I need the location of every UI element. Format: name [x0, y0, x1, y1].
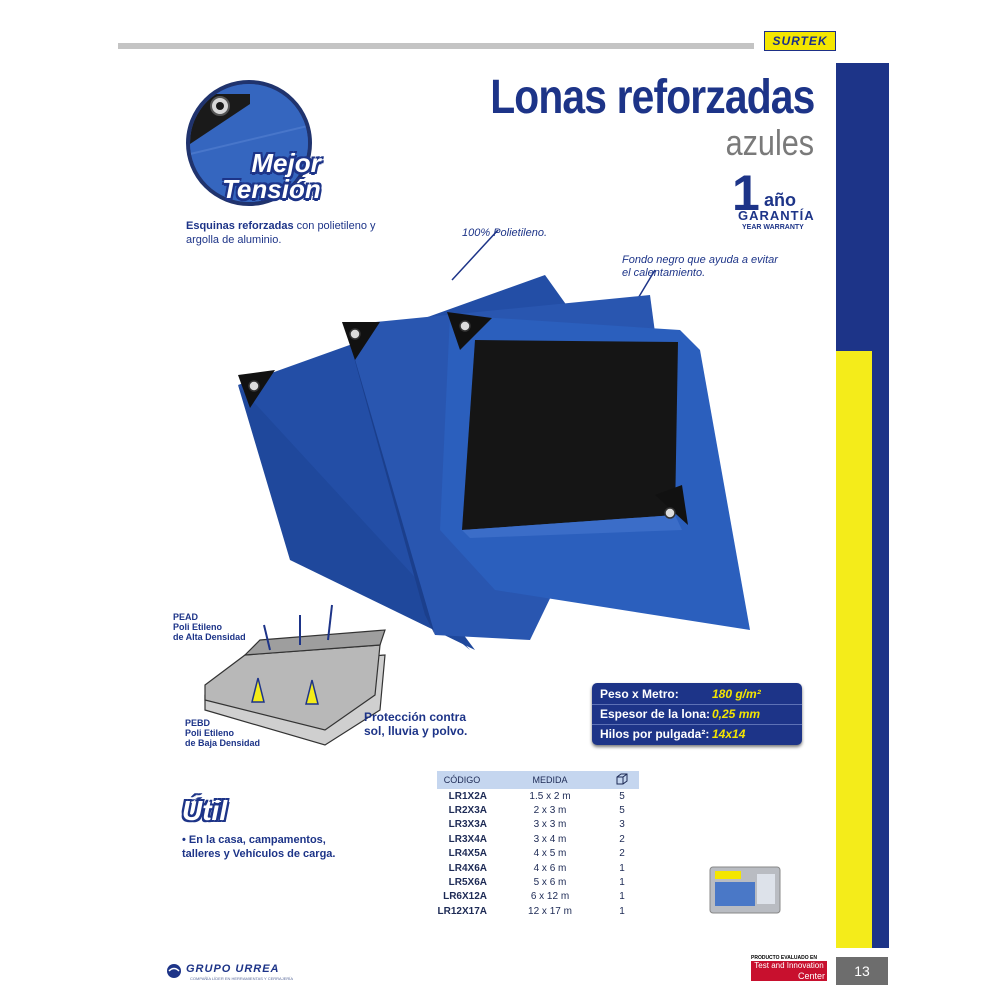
packaging-image: [709, 866, 781, 914]
pead-line-2: Poli Etileno: [173, 622, 223, 632]
cell-code: LR4X5A: [448, 848, 487, 860]
material-caption: 100% Polietileno.: [462, 227, 548, 239]
util-text: • En la casa, campamentos, talleres y Vehículos de carga.: [182, 834, 336, 860]
badge-line-1: Mejor: [251, 148, 321, 178]
cell-size: 4 x 5 m: [533, 848, 567, 860]
test-center-badge: [751, 955, 827, 981]
product-table: [437, 771, 639, 919]
spec-weight-value: 180 g/m²: [712, 687, 761, 701]
top-rule: [118, 43, 754, 49]
table-row: [437, 847, 639, 861]
side-band-blue: [836, 63, 889, 351]
table-row: [437, 832, 639, 846]
cell-size: 2 x 3 m: [533, 805, 567, 817]
badge-line-2: Tensión: [222, 174, 321, 204]
black-side-caption: Fondo negro que ayuda a evitar el calentamiento.: [622, 254, 778, 279]
cell-size: 6 x 12 m: [530, 891, 570, 903]
grupo-urrea-logo-icon: [166, 963, 182, 979]
warranty-unit: año: [764, 190, 797, 210]
cell-qty: 5: [619, 805, 625, 817]
pead-line-1: PEAD: [173, 612, 199, 622]
pebd-line-2: Poli Etileno: [185, 728, 235, 738]
cell-size: 1.5 x 2 m: [529, 790, 571, 802]
spec-divider: [592, 704, 802, 705]
spec-divider: [592, 724, 802, 725]
specs-box: [592, 683, 802, 745]
table-row: [437, 818, 639, 832]
pebd-label: [185, 718, 260, 748]
box-icon: [605, 771, 639, 789]
cell-qty: 2: [619, 848, 625, 860]
table-header-row: [437, 771, 639, 789]
cell-code: LR3X4A: [448, 833, 487, 845]
cell-code: LR12X17A: [437, 905, 487, 917]
table-row: [437, 890, 639, 904]
tic-line-3: Center: [751, 971, 827, 981]
page-subtitle: azules: [725, 122, 814, 163]
cell-qty: 3: [619, 819, 625, 831]
tarps-illustration: [230, 230, 760, 660]
cell-code: LR1X2A: [448, 790, 487, 802]
pebd-line-3: de Baja Densidad: [185, 738, 261, 748]
cell-qty: 1: [619, 905, 625, 917]
header-size: MEDIDA: [495, 771, 605, 789]
header-code: CÓDIGO: [437, 771, 495, 789]
table-row: [437, 861, 639, 875]
table-row: [437, 789, 639, 803]
cell-size: 3 x 3 m: [533, 819, 567, 831]
cell-qty: 1: [619, 877, 625, 889]
pead-line-3: de Alta Densidad: [173, 632, 246, 642]
page-title: Lonas reforzadas: [489, 71, 814, 124]
grupo-urrea-tagline: COMPAÑÍA LÍDER EN HERRAMIENTAS Y CERRAJERÍA: [190, 976, 294, 981]
corner-caption-bold: Esquinas reforzadas: [186, 220, 294, 232]
util-title: Útil: [182, 795, 228, 826]
tic-line-2: Test and Innovation: [751, 961, 827, 971]
cell-code: LR2X3A: [448, 805, 487, 817]
cell-code: LR3X3A: [448, 819, 487, 831]
side-band-blue-lower: [872, 351, 889, 948]
cell-code: LR4X6A: [448, 862, 487, 874]
spec-threads-value: 14x14: [712, 727, 746, 741]
spec-weight-label: Peso x Metro:: [600, 687, 679, 701]
tic-line-1: PRODUCTO EVALUADO EN: [751, 955, 817, 961]
brand-logo: SURTEK: [764, 31, 836, 51]
corner-caption-rest: con polietileno y argolla de aluminio.: [186, 220, 376, 246]
warranty-label-en: YEAR WARRANTY: [742, 224, 804, 231]
pebd-line-1: PEBD: [185, 718, 211, 728]
pead-label: [173, 612, 246, 642]
spec-thickness-label: Espesor de la lona:: [600, 707, 711, 721]
cell-qty: 5: [619, 790, 625, 802]
spec-thickness-value: 0,25 mm: [712, 707, 761, 721]
table-row: [437, 803, 639, 817]
page-number: 13: [836, 957, 888, 985]
cell-code: LR5X6A: [448, 877, 487, 889]
grupo-urrea-logo: GRUPO URREA: [186, 963, 280, 975]
table-row: [437, 904, 639, 918]
cell-qty: 1: [619, 891, 625, 903]
warranty-label: GARANTÍA: [738, 208, 815, 223]
table-row: [437, 875, 639, 889]
cell-code: LR6X12A: [443, 891, 487, 903]
spec-threads-label: Hilos por pulgada²:: [600, 727, 710, 741]
side-band-yellow: [836, 351, 872, 948]
better-tension-badge: [222, 150, 321, 202]
protection-caption: Protección contra sol, lluvia y polvo.: [364, 710, 468, 738]
cell-qty: 2: [619, 833, 625, 845]
cell-size: 5 x 6 m: [533, 877, 567, 889]
warranty-number: 1: [732, 165, 760, 221]
cell-size: 12 x 17 m: [528, 905, 572, 917]
cell-size: 3 x 4 m: [533, 833, 567, 845]
cell-size: 4 x 6 m: [533, 862, 567, 874]
cell-qty: 1: [619, 862, 625, 874]
